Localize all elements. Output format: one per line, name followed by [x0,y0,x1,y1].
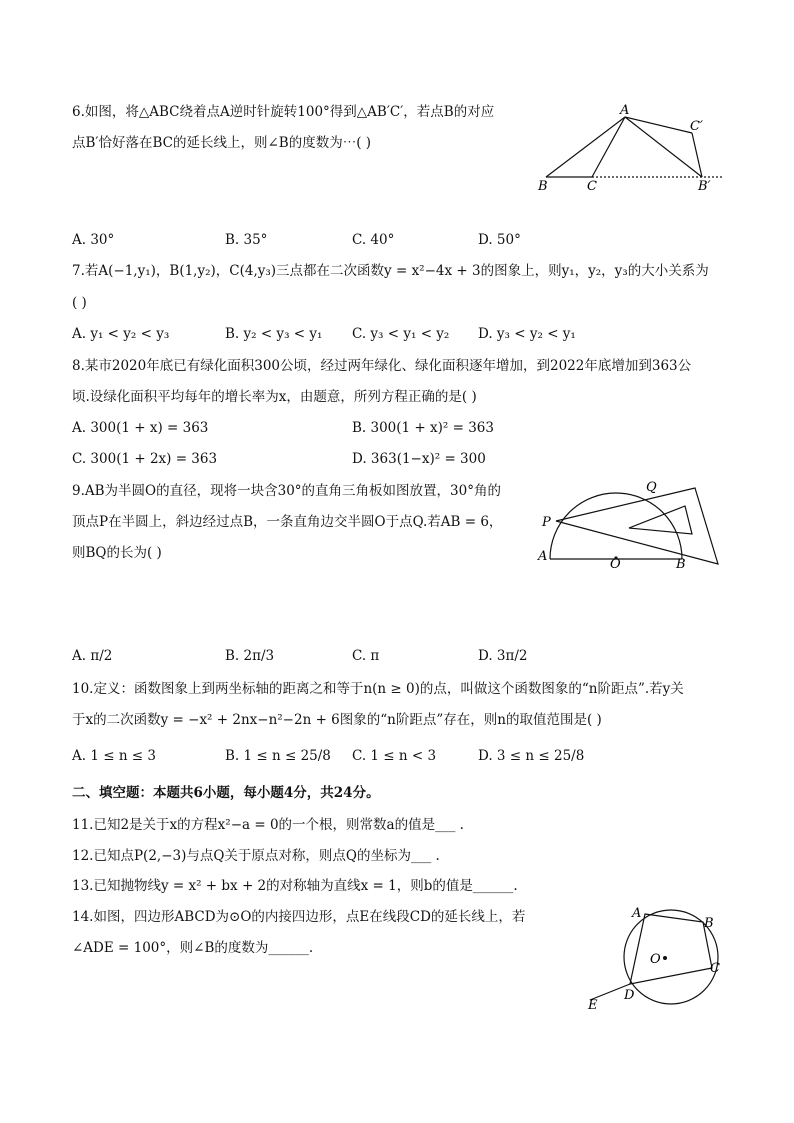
q6-option-c[interactable]: C. 40° [352,232,395,248]
q6-option-d[interactable]: D. 50° [478,232,521,248]
q8-option-c[interactable]: C. 300(1 + 2x) = 363 [72,451,218,467]
q6-label-A: A [620,103,630,118]
q11-text: 11.已知2是关于x的方程x²−a = 0的一个根，则常数a的值是___ . [72,817,464,833]
section2-heading: 二、填空题：本题共6小题，每小题4分，共24分。 [72,785,380,801]
q8-line2: 顷.设绿化面积平均每年的增长率为x，由题意，所列方程正确的是( ) [72,389,477,405]
q7-line2: ( ) [72,295,87,311]
q14-label-B: B [704,916,714,931]
q7-option-c[interactable]: C. y₃ < y₁ < y₂ [352,326,450,342]
q6-edge-AB [546,117,625,177]
q6-figure [532,100,728,195]
q10-line2: 于x的二次函数y = −x² + 2nx−n²−2n + 6图象的“n阶距点”存在，则n的取值范围是( ) [72,712,602,728]
q7-option-d[interactable]: D. y₃ < y₂ < y₁ [478,326,576,342]
q8-line1: 8.某市2020年底已有绿化面积300公顷，经过两年绿化、绿化面积逐年增加，到2022年底增加到363公 [72,358,692,374]
q9-option-d[interactable]: D. 3π/2 [478,648,528,664]
q10-line1: 10.定义：函数图象上到两坐标轴的距离之和等于n(n ≥ 0)的点，叫做这个函数图象的“n阶距点”.若y关 [72,681,684,697]
q14-figure [584,902,734,1014]
q14-line2: ∠ADE = 100°，则∠B的度数为______. [72,940,314,956]
q14-label-C: C [710,961,720,976]
q7-option-a[interactable]: A. y₁ < y₂ < y₃ [72,326,170,342]
q9-option-b[interactable]: B. 2π/3 [225,648,275,664]
q6-line1: 6.如图，将△ABC绕着点A逆时针旋转100°得到△AB′C′，若点B的对应 [72,104,495,120]
q10-option-c[interactable]: C. 1 ≤ n < 3 [352,748,437,764]
q7-option-b[interactable]: B. y₂ < y₃ < y₁ [225,326,323,342]
q9-label-A: A [538,549,548,564]
q6-option-a[interactable]: A. 30° [72,232,115,248]
q14-label-D: D [624,988,635,1003]
q6-label-B2: B′ [698,179,711,194]
q6-label-C2: C′ [690,119,703,134]
q8-option-b[interactable]: B. 300(1 + x)² = 363 [352,420,494,436]
q7-line1: 7.若A(−1,y₁)，B(1,y₂)，C(4,y₃)三点都在二次函数y = x²−4x + 3的图象上，则y₁，y₂，y₃的大小关系为 [72,263,709,279]
q9-label-P: P [542,515,551,530]
q14-label-E: E [588,998,598,1013]
q14-center-dot [663,956,667,960]
q14-label-O: O [650,952,661,967]
q6-edge-AC [592,117,625,177]
q14-quadrilateral [630,914,712,984]
q13-text: 13.已知抛物线y = x² + bx + 2的对称轴为直线x = 1，则b的值是______. [72,878,518,894]
q14-label-A: A [632,906,642,921]
q8-option-d[interactable]: D. 363(1−x)² = 300 [352,451,486,467]
q9-figure [532,476,728,574]
q6-line2: 点B′恰好落在BC的延长线上，则∠B的度数为⋯( ) [72,135,372,151]
q12-text: 12.已知点P(2,−3)与点Q关于原点对称，则点Q的坐标为___ . [72,848,440,864]
q6-label-B: B [538,179,548,194]
q8-option-a[interactable]: A. 300(1 + x) = 363 [72,420,209,436]
q9-line3: 则BQ的长为( ) [72,545,162,561]
q6-label-C: C [587,179,597,194]
q10-option-b[interactable]: B. 1 ≤ n ≤ 25/8 [225,748,331,764]
q9-label-O: O [610,557,621,572]
q9-label-Q: Q [646,480,657,495]
q10-option-d[interactable]: D. 3 ≤ n ≤ 25/8 [478,748,585,764]
q9-line2: 顶点P在半圆上，斜边经过点B，一条直角边交半圆O于点Q.若AB = 6， [72,514,503,530]
q10-option-a[interactable]: A. 1 ≤ n ≤ 3 [72,748,156,764]
q9-triangle-outer [556,488,718,564]
q9-line1: 9.AB为半圆O的直径，现将一块含30°的直角三角板如图放置，30°角的 [72,483,501,499]
q9-option-c[interactable]: C. π [352,648,380,664]
q6-option-b[interactable]: B. 35° [225,232,268,248]
q9-label-B: B [676,557,686,572]
q9-option-a[interactable]: A. π/2 [72,648,113,664]
q14-line1: 14.如图，四边形ABCD为⊙O的内接四边形，点E在线段CD的延长线上，若 [72,909,526,925]
